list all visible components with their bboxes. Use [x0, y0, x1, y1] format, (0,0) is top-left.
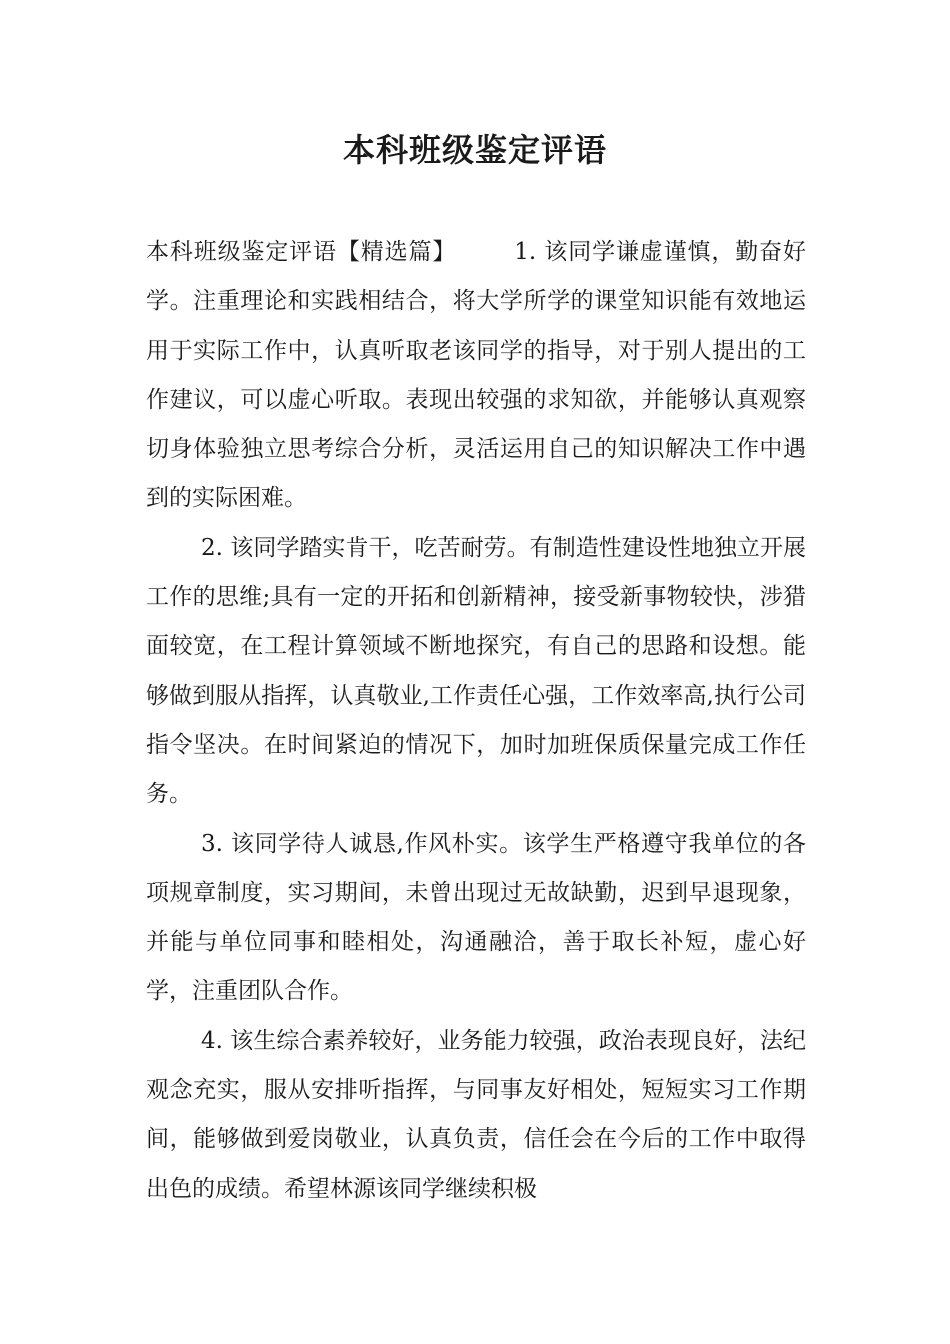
- document-body: [146, 228, 806, 1214]
- paragraph-2: 2. 该同学踏实肯干，吃苦耐劳。有制造性建设性地独立开展工作的思维;具有一定的开拓和创新精神，接受新事物较快，涉猎面较宽，在工程计算领域不断地探究，有自己的思路和设想。能够做到服从指挥，认真敬业,工作责任心强，工作效率高,执行公司指令坚决。在时间紧迫的情况下，加时加班保质保量完成工作任务。: [146, 534, 806, 808]
- paragraph-1-text: 1. 该同学谦虚谨慎，勤奋好学。注重理论和实践相结合，将大学所学的课堂知识能有效地运用于实际工作中，认真听取老该同学的指导，对于别人提出的工作建议，可以虚心听取。表现出较强的求知欲，并能够认真观察切身体验独立思考综合分析，灵活运用自己的知识解决工作中遇到的实际困难。: [146, 239, 806, 512]
- paragraph-3: 3. 该同学待人诚恳,作风朴实。该学生严格遵守我单位的各项规章制度，实习期间，未曾出现过无故缺勤，迟到早退现象，并能与单位同事和睦相处，沟通融洽，善于取长补短，虚心好学，注重团队合作。: [146, 830, 806, 1005]
- paragraph-1: [146, 228, 806, 524]
- intro-label: 本科班级鉴定评语【精选篇】: [146, 239, 457, 265]
- page-title: 本科班级鉴定评语: [342, 131, 607, 169]
- paragraph-4: 4. 该生综合素养较好，业务能力较强，政治表现良好，法纪观念充实，服从安排听指挥，与同事友好相处，短短实习工作期间，能够做到爱岗敬业，认真负责，信任会在今后的工作中取得出色的成绩。希望林源该同学继续积极: [146, 1027, 806, 1202]
